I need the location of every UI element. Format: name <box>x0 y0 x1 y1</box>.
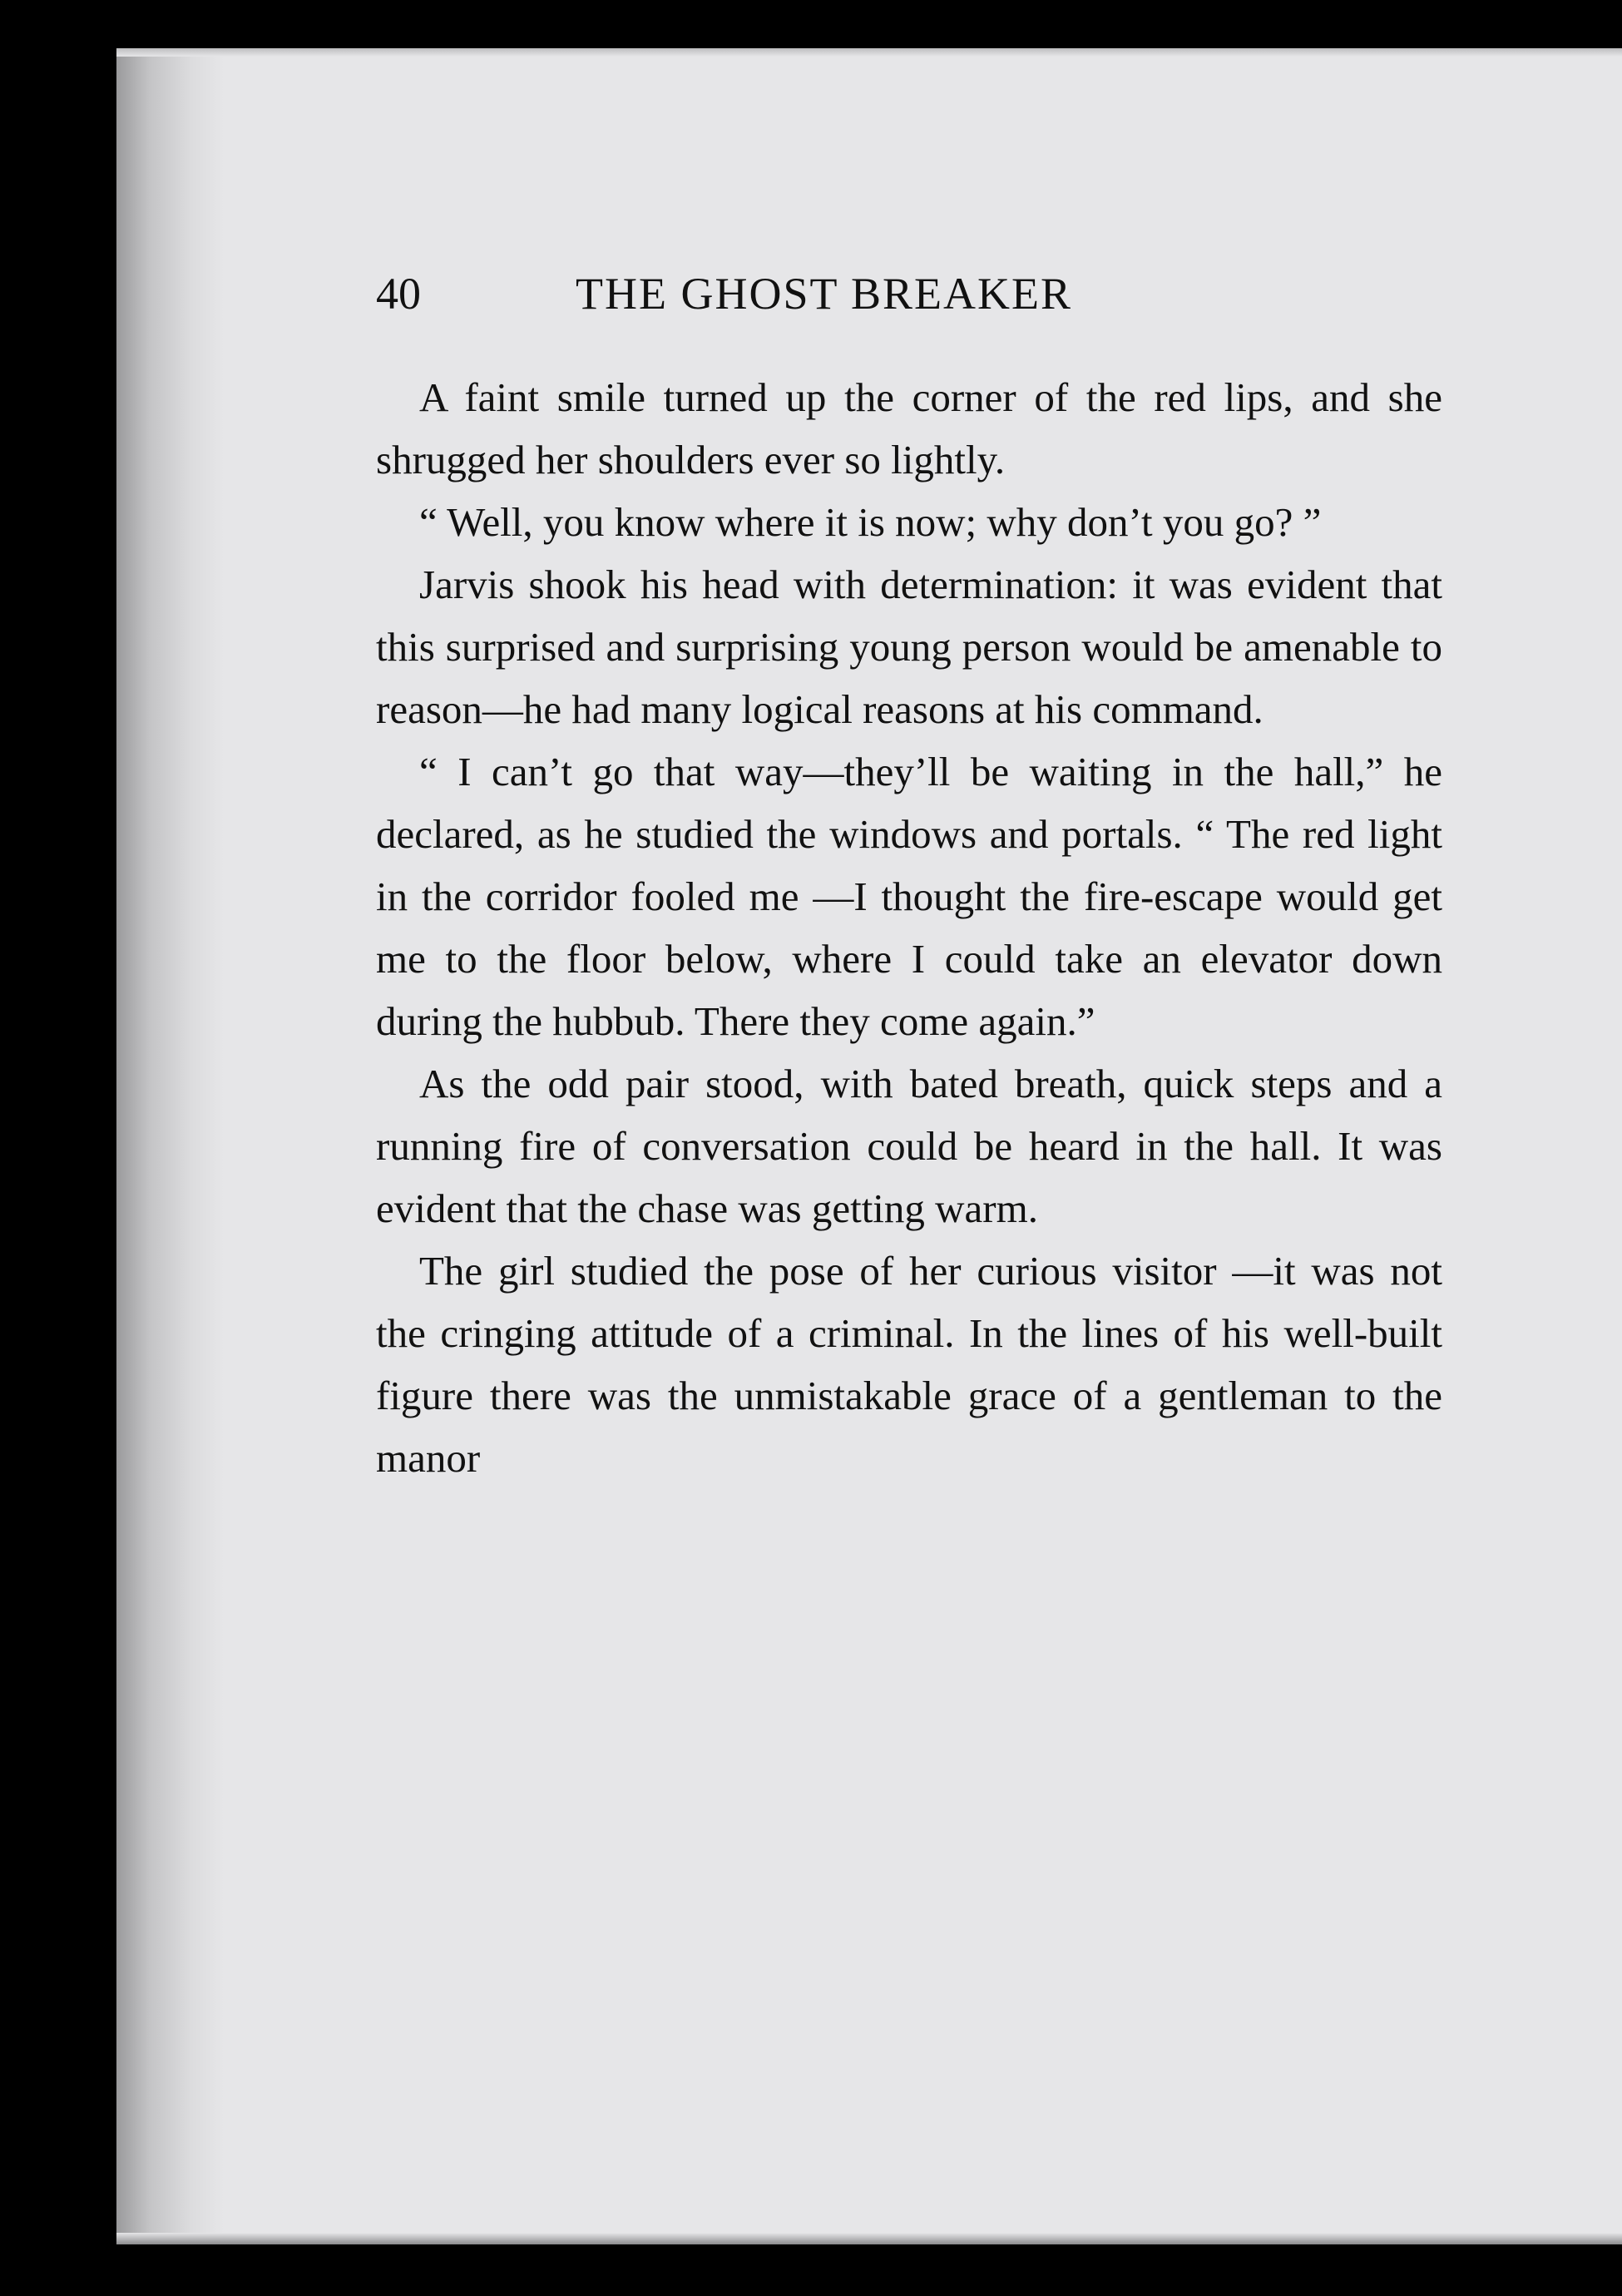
body-text <box>376 366 1442 1489</box>
paragraph-6: The girl studied the pose of her curious visitor —it was not the cringing attitude of a criminal. In the lines of his well-built figure there was the unmistakable grace of a gentleman to the manor <box>376 1248 1442 1481</box>
book-title: THE GHOST BREAKER <box>576 269 1073 319</box>
paragraph-2: “ Well, you know where it is now; why don’t you go? ” <box>419 499 1322 545</box>
page-gutter-shadow <box>116 48 225 2244</box>
paragraph-3: Jarvis shook his head with determination: it was evident that this surprised and surprising young person would be amenable to reason—he had many logical reasons at his command. <box>376 562 1442 732</box>
paragraph-1: A faint smile turned up the corner of the red lips, and she shrugged her shoulders ever so lightly. <box>376 374 1442 482</box>
paragraph-4: “ I can’t go that way—they’ll be waiting in the hall,” he declared, as he studied the windows and portals. “ The red light in the corridor fooled me —I thought the fire-escape would get me to the floor below, where I could take an elevator down during the hubbub. There they come again.” <box>376 749 1442 1044</box>
page-number: 40 <box>376 269 421 319</box>
running-head <box>376 268 1441 343</box>
page-top-edge <box>116 48 1622 57</box>
page-bottom-edge <box>116 2233 1622 2244</box>
paragraph-5: As the odd pair stood, with bated breath, quick steps and a running fire of conversation could be heard in the hall. It was evident that the chase was getting warm. <box>376 1061 1442 1231</box>
